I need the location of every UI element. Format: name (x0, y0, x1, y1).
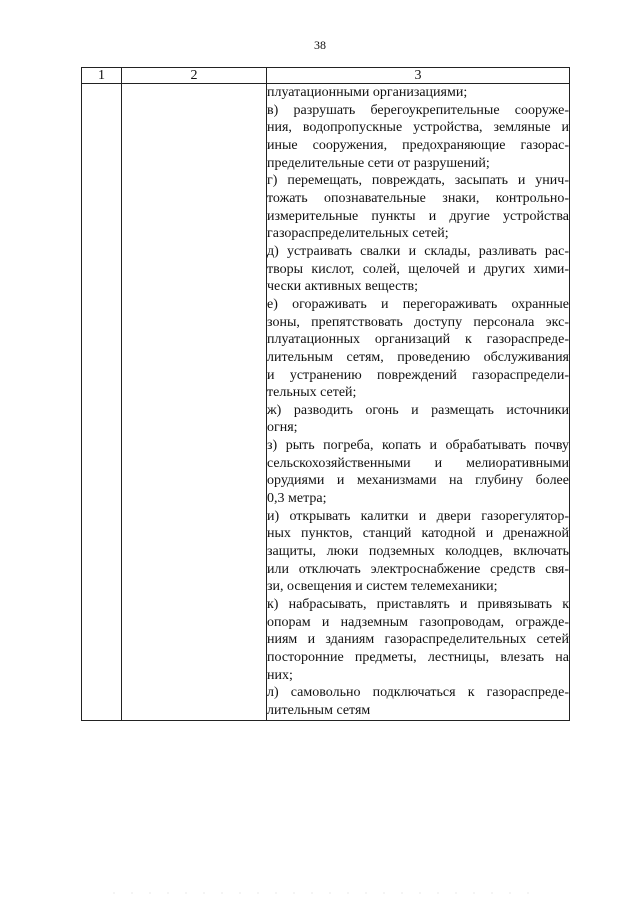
table-cell-col3 (267, 84, 570, 721)
column-header-1: 1 (82, 68, 122, 84)
text-line: творы кислот, солей, щелочей и других хими- (267, 261, 569, 277)
text-line: в) разрушать берегоукрепительные сооруже- (267, 102, 569, 118)
text-line: измерительные пункты и другие устройства (267, 208, 569, 224)
text-line: д) устраивать свалки и склады, разливать рас- (267, 243, 569, 259)
text-line: зоны, препятствовать доступу персонала экс- (267, 314, 569, 330)
text-line: защиты, люки подземных колодцев, включать (267, 544, 569, 560)
text-line: чески активных веществ; (267, 279, 418, 295)
text-line: пределительные сети от разрушений; (267, 155, 490, 171)
table-cell-col2 (122, 84, 267, 721)
text-line: 0,3 метра; (267, 491, 327, 507)
text-line: посторонние предметы, лестницы, влезать на (267, 650, 569, 665)
table-row (82, 84, 570, 721)
scan-artifact-dots (105, 892, 545, 894)
table-header-row (82, 68, 570, 84)
table-cell-col1 (82, 84, 122, 721)
text-line: ж) разводить огонь и размещать источники (267, 402, 569, 418)
text-line: плуатационными организациями; (267, 85, 468, 100)
text-line: тожать опознавательные знаки, контрольно- (267, 190, 569, 206)
text-line: лительным сетям, проведению обслуживания (267, 349, 569, 365)
text-line: орудиями и механизмами на глубину более (267, 473, 569, 489)
text-line: сельскохозяйственными и мелиоративными (267, 455, 569, 471)
text-line: тельных сетей; (267, 385, 357, 401)
text-line: лительным сетям (267, 702, 371, 718)
column-header-3: 3 (267, 68, 570, 84)
text-line: или отключать электроснабжение средств свя- (267, 561, 569, 577)
text-line: газораспределительных сетей; (267, 226, 449, 242)
text-line: ниям и зданиям газораспределительных сетей (267, 632, 569, 648)
text-line: ных пунктов, станций катодной и дренажной (267, 526, 569, 542)
text-line: и) открывать калитки и двери газорегулятор- (267, 508, 569, 524)
text-line: к) набрасывать, приставлять и привязывать к (267, 597, 569, 613)
column-header-2: 2 (122, 68, 267, 84)
text-line: е) огораживать и перегораживать охранные (267, 296, 569, 312)
page-number: 38 (314, 38, 326, 52)
text-line: з) рыть погреба, копать и обрабатывать почву (267, 438, 569, 454)
text-line: них; (267, 667, 293, 683)
content-table (81, 67, 570, 721)
text-line: иные сооружения, предохраняющие газорас- (267, 137, 569, 153)
text-line: и устранению повреждений газораспредели- (267, 367, 569, 383)
text-line: ния, водопропускные устройства, земляные и (267, 120, 569, 136)
text-line: огня; (267, 420, 298, 436)
text-line: зи, освещения и систем телемеханики; (267, 579, 498, 595)
text-line: л) самовольно подключаться к газораспреде- (267, 685, 569, 701)
text-line: плуатационных организаций к газораспреде- (267, 332, 569, 348)
text-line: опорам и надземным газопроводам, огражде- (267, 614, 569, 630)
text-line: г) перемещать, повреждать, засыпать и унич- (267, 173, 569, 189)
